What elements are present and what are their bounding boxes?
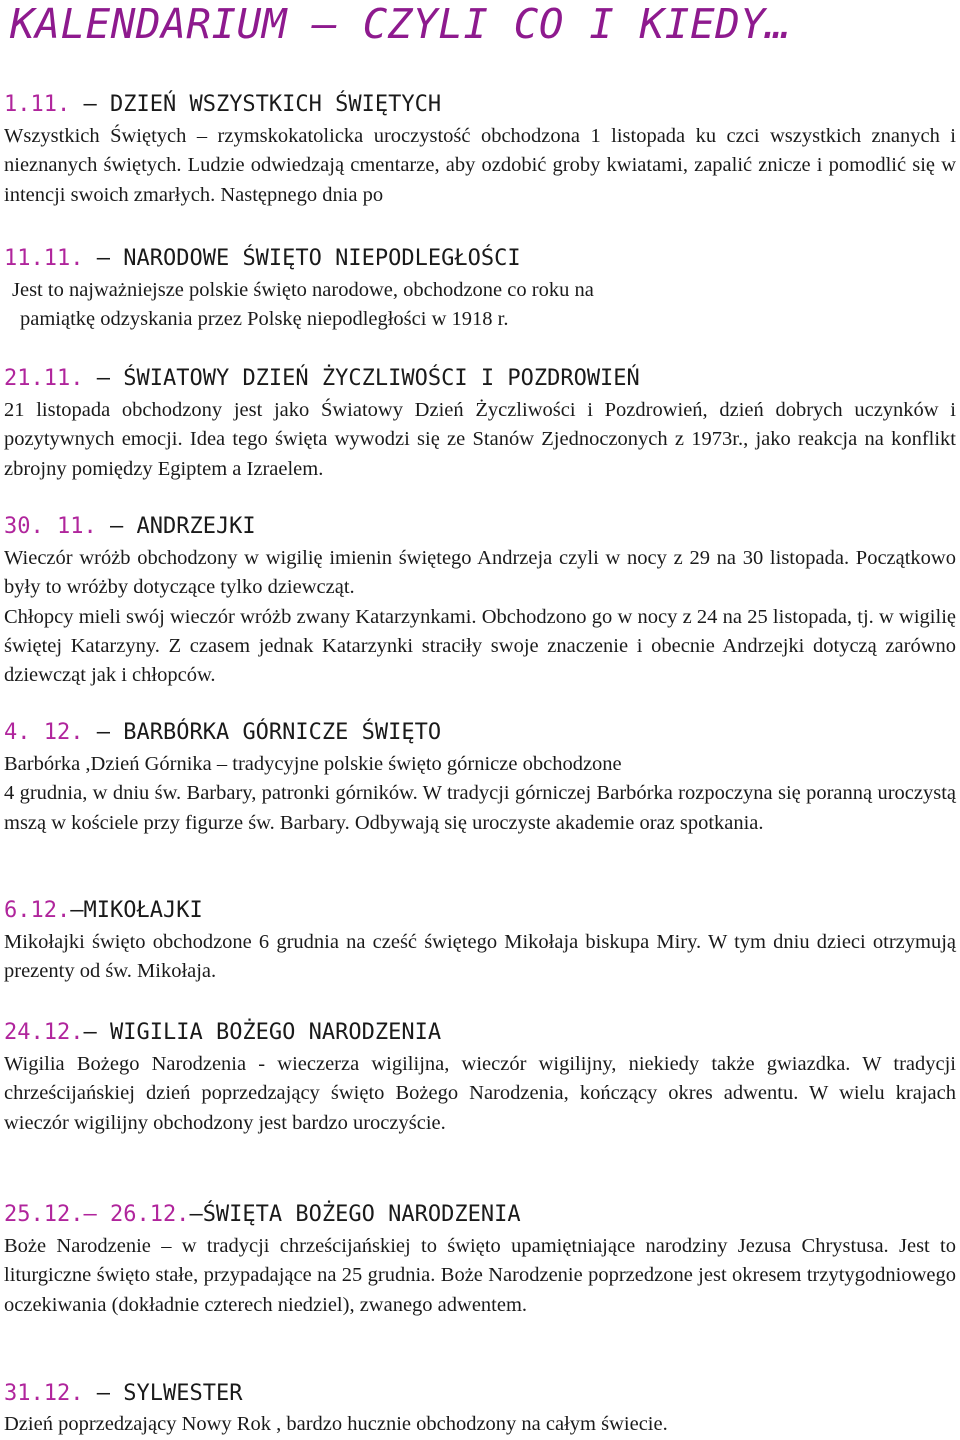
text-line: pamiątkę odzyskania przez Polskę niepodległości w 1918 r. bbox=[20, 308, 509, 331]
paragraph: Dzień poprzedzający Nowy Rok , bardzo hucznie obchodzony na całym świecie. bbox=[4, 1413, 668, 1435]
section-text bbox=[4, 928, 956, 987]
paragraph: 21 listopada obchodzony jest jako Światowy Dzień Życzliwości i Pozdrowień, dzień dobrych uczynków i pozytywnych emocji. Idea tego święta wywodzi się ze Stanów Zjednoczonych z 1973r., jako reakcja na konflikt zbrojny pomiędzy Egiptem a Izraelem. bbox=[4, 399, 956, 480]
section-text bbox=[4, 544, 956, 690]
paragraph: Chłopcy mieli swój wieczór wróżb zwany Katarzynkami. Obchodzono go w nocy z 24 na 25 listopada, tj. w wigilię świętej Katarzyny. Z czasem jednak Katarzynki straciły swoje znaczenie i obecnie Andrzejki dotyczą zarówno dziewcząt jak i chłopców. bbox=[4, 605, 956, 687]
section-text bbox=[4, 396, 956, 484]
section-name: ŚWIATOWY DZIEŃ ŻYCZLIWOŚCI I POZDROWIEŃ bbox=[123, 366, 640, 391]
section-heading bbox=[4, 1380, 242, 1408]
heading-separator: – bbox=[70, 92, 110, 117]
section-date: 30. 11. bbox=[4, 514, 97, 539]
section-date: 31.12. bbox=[4, 1381, 84, 1406]
section-text bbox=[12, 276, 960, 335]
section-date: 6.12. bbox=[4, 898, 71, 923]
heading-separator: – bbox=[96, 514, 137, 539]
section-text bbox=[4, 750, 956, 838]
text-line: Barbórka ,Dzień Górnika – tradycyjne polskie święto górnicze obchodzone bbox=[4, 753, 622, 775]
section-date: 21.11. bbox=[4, 366, 84, 391]
paragraph: Wieczór wróżb obchodzony w wigilię imienin świętego Andrzeja czyli w nocy z 29 na 30 listopada. Początkowo były to wróżby dotyczące tylko dziewcząt. bbox=[4, 547, 956, 599]
section-text bbox=[4, 1232, 956, 1320]
section-heading bbox=[4, 245, 521, 273]
section-heading bbox=[4, 91, 441, 119]
section-date: 4. 12. bbox=[4, 720, 84, 745]
section-name: BARBÓRKA GÓRNICZE ŚWIĘTO bbox=[123, 720, 442, 745]
section-date: 1.11. bbox=[4, 92, 71, 117]
section-heading bbox=[4, 719, 441, 747]
section-text bbox=[4, 1050, 956, 1138]
section-heading bbox=[4, 1201, 521, 1229]
page-title: KALENDARIUM – CZYLI CO I KIEDY… bbox=[10, 0, 791, 48]
section-name: SYLWESTER bbox=[123, 1381, 243, 1406]
section-heading bbox=[4, 897, 203, 925]
paragraph: Mikołajki święto obchodzone 6 grudnia na cześć świętego Mikołaja biskupa Miry. W tym dniu dzieci otrzymują prezenty od św. Mikołaja. bbox=[4, 931, 956, 983]
paragraph: Wigilia Bożego Narodzenia - wieczerza wigilijna, wieczór wigilijny, niekiedy także gwiazdka. W tradycji chrześcijańskiej dzień poprzedzający święto Bożego Narodzenia, kończący okres adwentu. W wielu krajach wieczór wigilijny obchodzony jest bardzo uroczyście. bbox=[4, 1053, 956, 1134]
section-date: 24.12. bbox=[4, 1020, 84, 1045]
section-text bbox=[4, 1410, 956, 1439]
section-name: ŚWIĘTA BOŻEGO NARODZENIA bbox=[202, 1202, 521, 1227]
section-heading bbox=[4, 513, 256, 541]
heading-separator: – bbox=[70, 898, 84, 923]
section-text bbox=[4, 122, 956, 210]
text-line: Jest to najważniejsze polskie święto narodowe, obchodzone co roku na bbox=[12, 279, 594, 301]
paragraph: 4 grudnia, w dniu św. Barbary, patronki górników. W tradycji górniczej Barbórka rozpoczyna się poranną uroczystą mszą w kościele przy figurze św. Barbary. Odbywają się uroczyste akademie oraz spotkania. bbox=[4, 782, 956, 834]
section-name: ANDRZEJKI bbox=[136, 514, 256, 539]
heading-separator: – bbox=[189, 1202, 203, 1227]
section-name: NARODOWE ŚWIĘTO NIEPODLEGŁOŚCI bbox=[123, 246, 521, 271]
heading-separator: – bbox=[83, 366, 124, 391]
heading-separator: – bbox=[83, 1020, 110, 1045]
section-name: WIGILIA BOŻEGO NARODZENIA bbox=[109, 1020, 442, 1045]
paragraph: Wszystkich Świętych – rzymskokatolicka uroczystość obchodzona 1 listopada ku czci wszystkich znanych i nieznanych świętych. Ludzie odwiedzają cmentarze, aby ozdobić groby kwiatami, zapalić znicze i pomodlić się w intencji swoich zmarłych. Następnego dnia po bbox=[4, 125, 956, 206]
heading-separator: – bbox=[83, 720, 124, 745]
section-date: 11.11. bbox=[4, 246, 84, 271]
section-date: 25.12.– 26.12. bbox=[4, 1202, 190, 1227]
section-name: MIKOŁAJKI bbox=[83, 898, 203, 923]
heading-separator: – bbox=[83, 246, 124, 271]
section-heading bbox=[4, 1019, 441, 1047]
section-name: DZIEŃ WSZYSTKICH ŚWIĘTYCH bbox=[109, 92, 442, 117]
paragraph: Boże Narodzenie – w tradycji chrześcijańskiej to święto upamiętniające narodziny Jezusa Chrystusa. Jest to liturgiczne święto stałe, przypadające na 25 grudnia. Boże Narodzenie poprzedzone jest okresem trzytygodniowego oczekiwania (dokładnie czterech niedziel), zwanego adwentem. bbox=[4, 1235, 956, 1316]
section-heading bbox=[4, 365, 640, 393]
heading-separator: – bbox=[83, 1381, 124, 1406]
